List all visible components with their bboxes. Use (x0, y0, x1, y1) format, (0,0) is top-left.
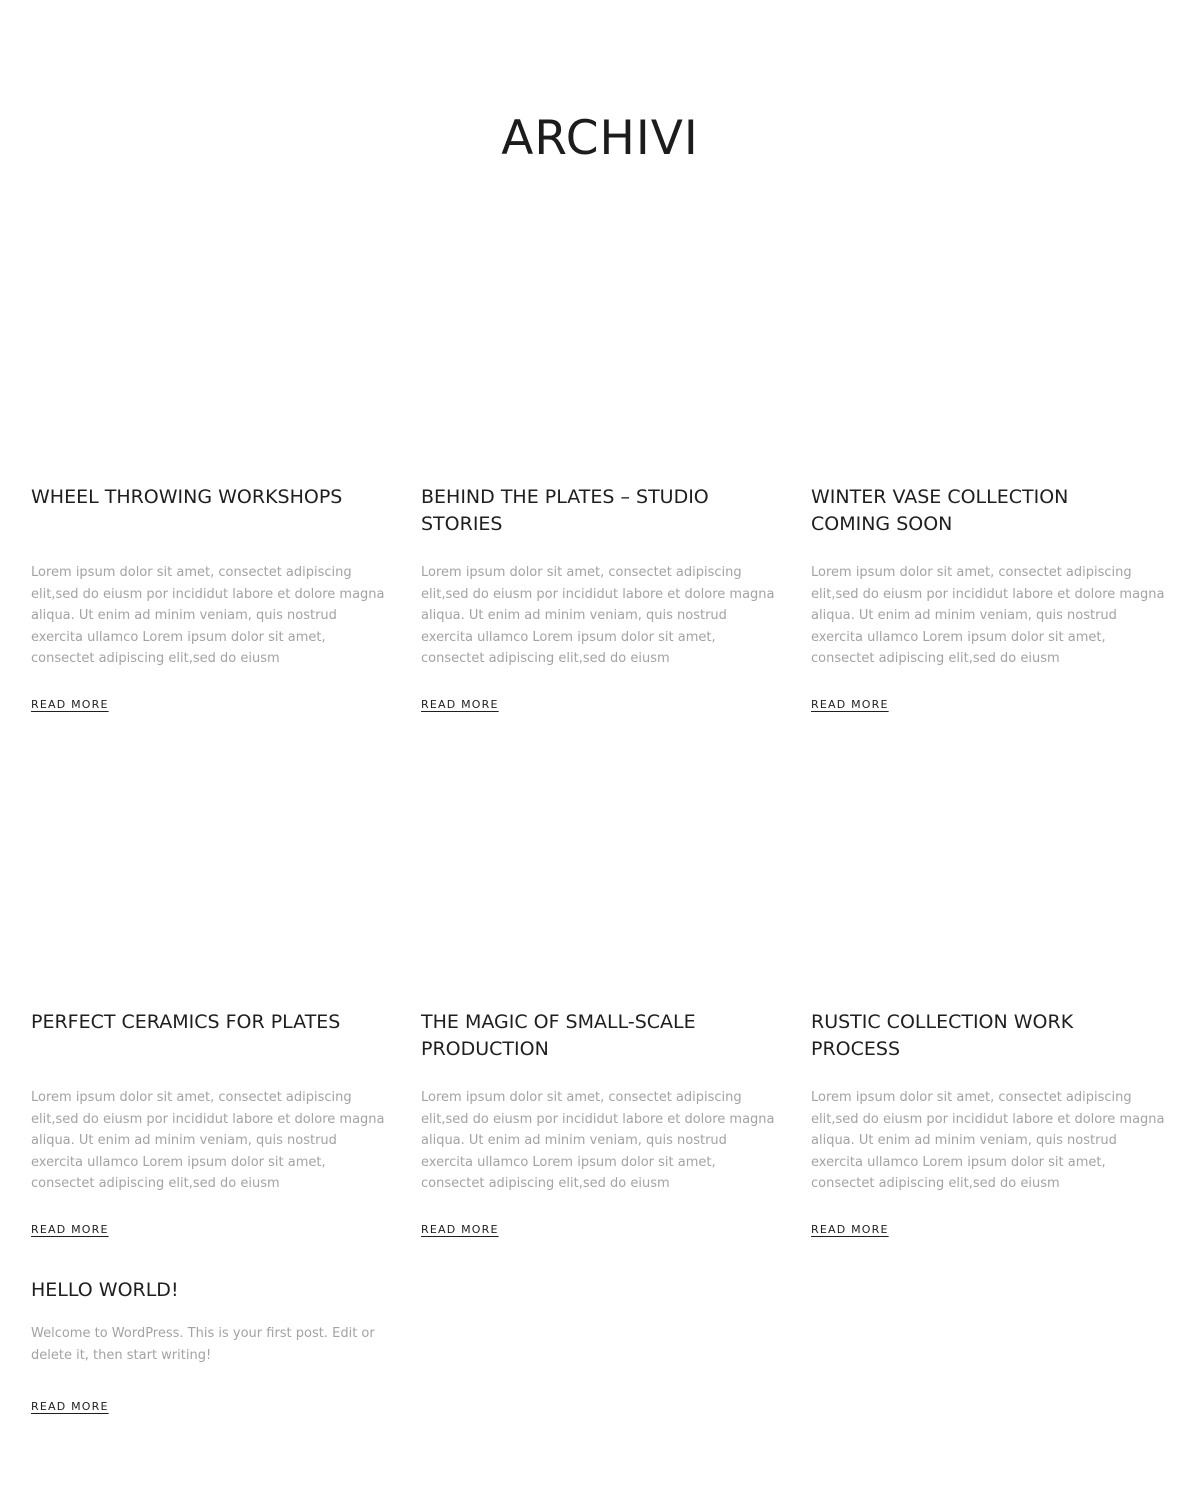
post-excerpt: Lorem ipsum dolor sit amet, consectet adipiscing elit,sed do eiusm por incididut labore et dolore magna aliqua. Ut enim ad minim veniam, quis nostrud exercita ullamco Lorem ipsum dolor sit amet, consectet adipiscing elit,sed do eiusm (31, 565, 385, 666)
post-excerpt: Lorem ipsum dolor sit amet, consectet adipiscing elit,sed do eiusm por incididut labore et dolore magna aliqua. Ut enim ad minim veniam, quis nostrud exercita ullamco Lorem ipsum dolor sit amet, consectet adipiscing elit,sed do eiusm (421, 565, 775, 666)
read-more-link[interactable]: READ MORE (31, 698, 109, 711)
page-title: ARCHIVI (501, 111, 699, 166)
post-title-line[interactable]: PRODUCTION (421, 1038, 549, 1060)
post-title-line[interactable]: PROCESS (811, 1038, 901, 1060)
post-excerpt: Welcome to WordPress. This is your first post. Edit or delete it, then start writing! (31, 1326, 375, 1363)
post-excerpt: Lorem ipsum dolor sit amet, consectet adipiscing elit,sed do eiusm por incididut labore et dolore magna aliqua. Ut enim ad minim veniam, quis nostrud exercita ullamco Lorem ipsum dolor sit amet, consectet adipiscing elit,sed do eiusm (31, 1090, 385, 1191)
post-card (31, 1009, 386, 1236)
post-title-line[interactable]: STORIES (421, 513, 503, 535)
post-title-line[interactable]: PERFECT CERAMICS FOR PLATES (31, 1011, 341, 1033)
read-more-link[interactable]: READ MORE (811, 1223, 889, 1236)
post-title-line[interactable]: WINTER VASE COLLECTION (811, 486, 1069, 508)
post-card (421, 484, 776, 711)
read-more-link[interactable]: READ MORE (421, 1223, 499, 1236)
post-title[interactable] (421, 1009, 776, 1063)
post-title[interactable] (31, 1009, 386, 1063)
post-card (421, 1009, 776, 1236)
read-more-link[interactable]: READ MORE (31, 1400, 109, 1413)
post-card (811, 484, 1166, 711)
post-excerpt: Lorem ipsum dolor sit amet, consectet adipiscing elit,sed do eiusm por incididut labore et dolore magna aliqua. Ut enim ad minim veniam, quis nostrud exercita ullamco Lorem ipsum dolor sit amet, consectet adipiscing elit,sed do eiusm (421, 1090, 775, 1191)
read-more-link[interactable]: READ MORE (811, 698, 889, 711)
post-card (31, 1277, 386, 1413)
post-title-line[interactable]: BEHIND THE PLATES – STUDIO (421, 486, 709, 508)
post-title[interactable] (811, 1009, 1166, 1063)
read-more-link[interactable]: READ MORE (31, 1223, 109, 1236)
post-title-line[interactable]: RUSTIC COLLECTION WORK (811, 1011, 1074, 1033)
post-card (811, 1009, 1166, 1236)
post-excerpt: Lorem ipsum dolor sit amet, consectet adipiscing elit,sed do eiusm por incididut labore et dolore magna aliqua. Ut enim ad minim veniam, quis nostrud exercita ullamco Lorem ipsum dolor sit amet, consectet adipiscing elit,sed do eiusm (811, 1090, 1165, 1191)
read-more-link[interactable]: READ MORE (421, 698, 499, 711)
post-title[interactable] (421, 484, 776, 538)
post-title-line[interactable]: WHEEL THROWING WORKSHOPS (31, 486, 343, 508)
post-title-line[interactable]: THE MAGIC OF SMALL-SCALE (421, 1011, 696, 1033)
post-excerpt: Lorem ipsum dolor sit amet, consectet adipiscing elit,sed do eiusm por incididut labore et dolore magna aliqua. Ut enim ad minim veniam, quis nostrud exercita ullamco Lorem ipsum dolor sit amet, consectet adipiscing elit,sed do eiusm (811, 565, 1165, 666)
post-card (31, 484, 386, 711)
post-title-line[interactable]: COMING SOON (811, 513, 953, 535)
post-title[interactable] (31, 484, 386, 538)
post-title-line[interactable]: HELLO WORLD! (31, 1279, 179, 1301)
post-title[interactable] (811, 484, 1166, 538)
post-title[interactable] (31, 1277, 386, 1304)
